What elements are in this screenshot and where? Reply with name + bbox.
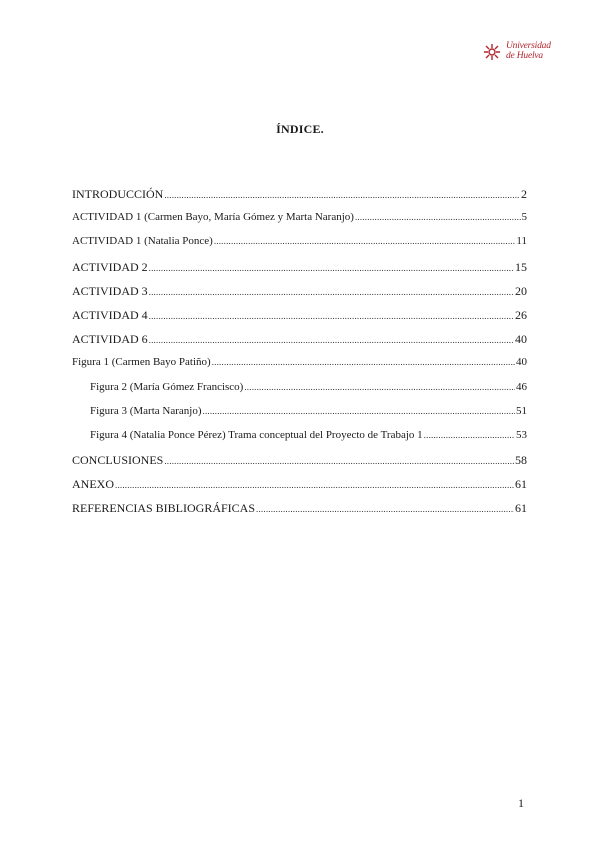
toc-entry-actividad-1-natalia[interactable] <box>72 235 527 259</box>
toc-entry-page: 2 <box>521 187 527 201</box>
toc-entry-page: 61 <box>515 501 527 516</box>
toc-entry-label: ACTIVIDAD 2 <box>72 259 148 274</box>
toc-entry-page: 58 <box>515 453 527 468</box>
toc-leader-dots <box>164 187 520 202</box>
logo-line-1: Universidad <box>506 41 551 51</box>
toc-leader-dots <box>164 453 514 468</box>
toc-entry-page: 11 <box>516 235 527 248</box>
toc-entry-figura-2[interactable] <box>72 381 527 405</box>
toc-entry-page: 53 <box>516 428 527 441</box>
logo-line-2: de Huelva <box>506 51 543 61</box>
toc-leader-dots <box>149 260 514 275</box>
toc-entry-figura-1[interactable] <box>72 356 527 380</box>
toc-leader-dots <box>424 429 515 441</box>
toc-entry-actividad-2[interactable] <box>72 260 527 284</box>
toc-leader-dots <box>212 356 515 368</box>
toc-entry-label: INTRODUCCIÓN <box>72 187 164 201</box>
toc-entry-page: 20 <box>515 283 527 298</box>
toc-entry-label: Figura 4 (Natalia Ponce Pérez) Trama conceptual del Proyecto de Trabajo 1 <box>90 428 423 441</box>
toc-entry-label: Figura 2 (María Gómez Francisco) <box>90 380 244 393</box>
page-title: ÍNDICE. <box>276 122 324 136</box>
toc-entry-actividad-6[interactable] <box>72 332 527 356</box>
toc-entry-page: 5 <box>521 211 527 224</box>
toc-entry-figura-4[interactable] <box>72 429 527 453</box>
toc-entry-label: ANEXO <box>72 477 114 492</box>
toc-entry-label: ACTIVIDAD 4 <box>72 307 148 322</box>
toc-entry-page: 40 <box>515 332 527 347</box>
toc-entry-page: 15 <box>515 259 527 274</box>
toc-entry-page: 51 <box>516 404 527 417</box>
toc-entry-page: 26 <box>515 307 527 322</box>
toc-entry-label: Figura 3 (Marta Naranjo) <box>90 404 202 417</box>
toc-entry-label: ACTIVIDAD 6 <box>72 332 148 347</box>
toc-entry-label: ACTIVIDAD 1 (Carmen Bayo, María Gómez y Marta Naranjo) <box>72 211 354 224</box>
university-logo <box>482 40 562 64</box>
toc-entry-label: REFERENCIAS BIBLIOGRÁFICAS <box>72 501 256 516</box>
toc-leader-dots <box>244 381 515 393</box>
toc-entry-conclusiones[interactable] <box>72 453 527 477</box>
page-number: 1 <box>518 796 524 810</box>
toc-entry-introduccion[interactable] <box>72 187 527 211</box>
toc-entry-anexo[interactable] <box>72 477 527 501</box>
toc-entry-actividad-4[interactable] <box>72 308 527 332</box>
toc-entry-label: Figura 1 (Carmen Bayo Patiño) <box>72 356 211 369</box>
toc-leader-dots <box>149 308 514 323</box>
toc-leader-dots <box>355 211 521 223</box>
toc-entry-referencias[interactable] <box>72 501 527 525</box>
table-of-contents <box>72 187 527 526</box>
toc-entry-label: CONCLUSIONES <box>72 453 164 468</box>
toc-leader-dots <box>149 332 514 347</box>
toc-leader-dots <box>115 477 514 492</box>
university-emblem-icon <box>482 42 502 62</box>
toc-leader-dots <box>203 405 516 417</box>
toc-entry-page: 46 <box>516 380 527 393</box>
toc-entry-figura-3[interactable] <box>72 405 527 429</box>
toc-entry-label: ACTIVIDAD 1 (Natalia Ponce) <box>72 235 213 248</box>
toc-leader-dots <box>256 501 514 516</box>
logo-text <box>506 41 551 61</box>
toc-leader-dots <box>214 235 516 247</box>
toc-entry-actividad-1-group[interactable] <box>72 211 527 235</box>
toc-entry-actividad-3[interactable] <box>72 284 527 308</box>
toc-leader-dots <box>149 284 514 299</box>
toc-entry-page: 61 <box>515 477 527 492</box>
toc-entry-label: ACTIVIDAD 3 <box>72 283 148 298</box>
toc-entry-page: 40 <box>516 356 527 369</box>
